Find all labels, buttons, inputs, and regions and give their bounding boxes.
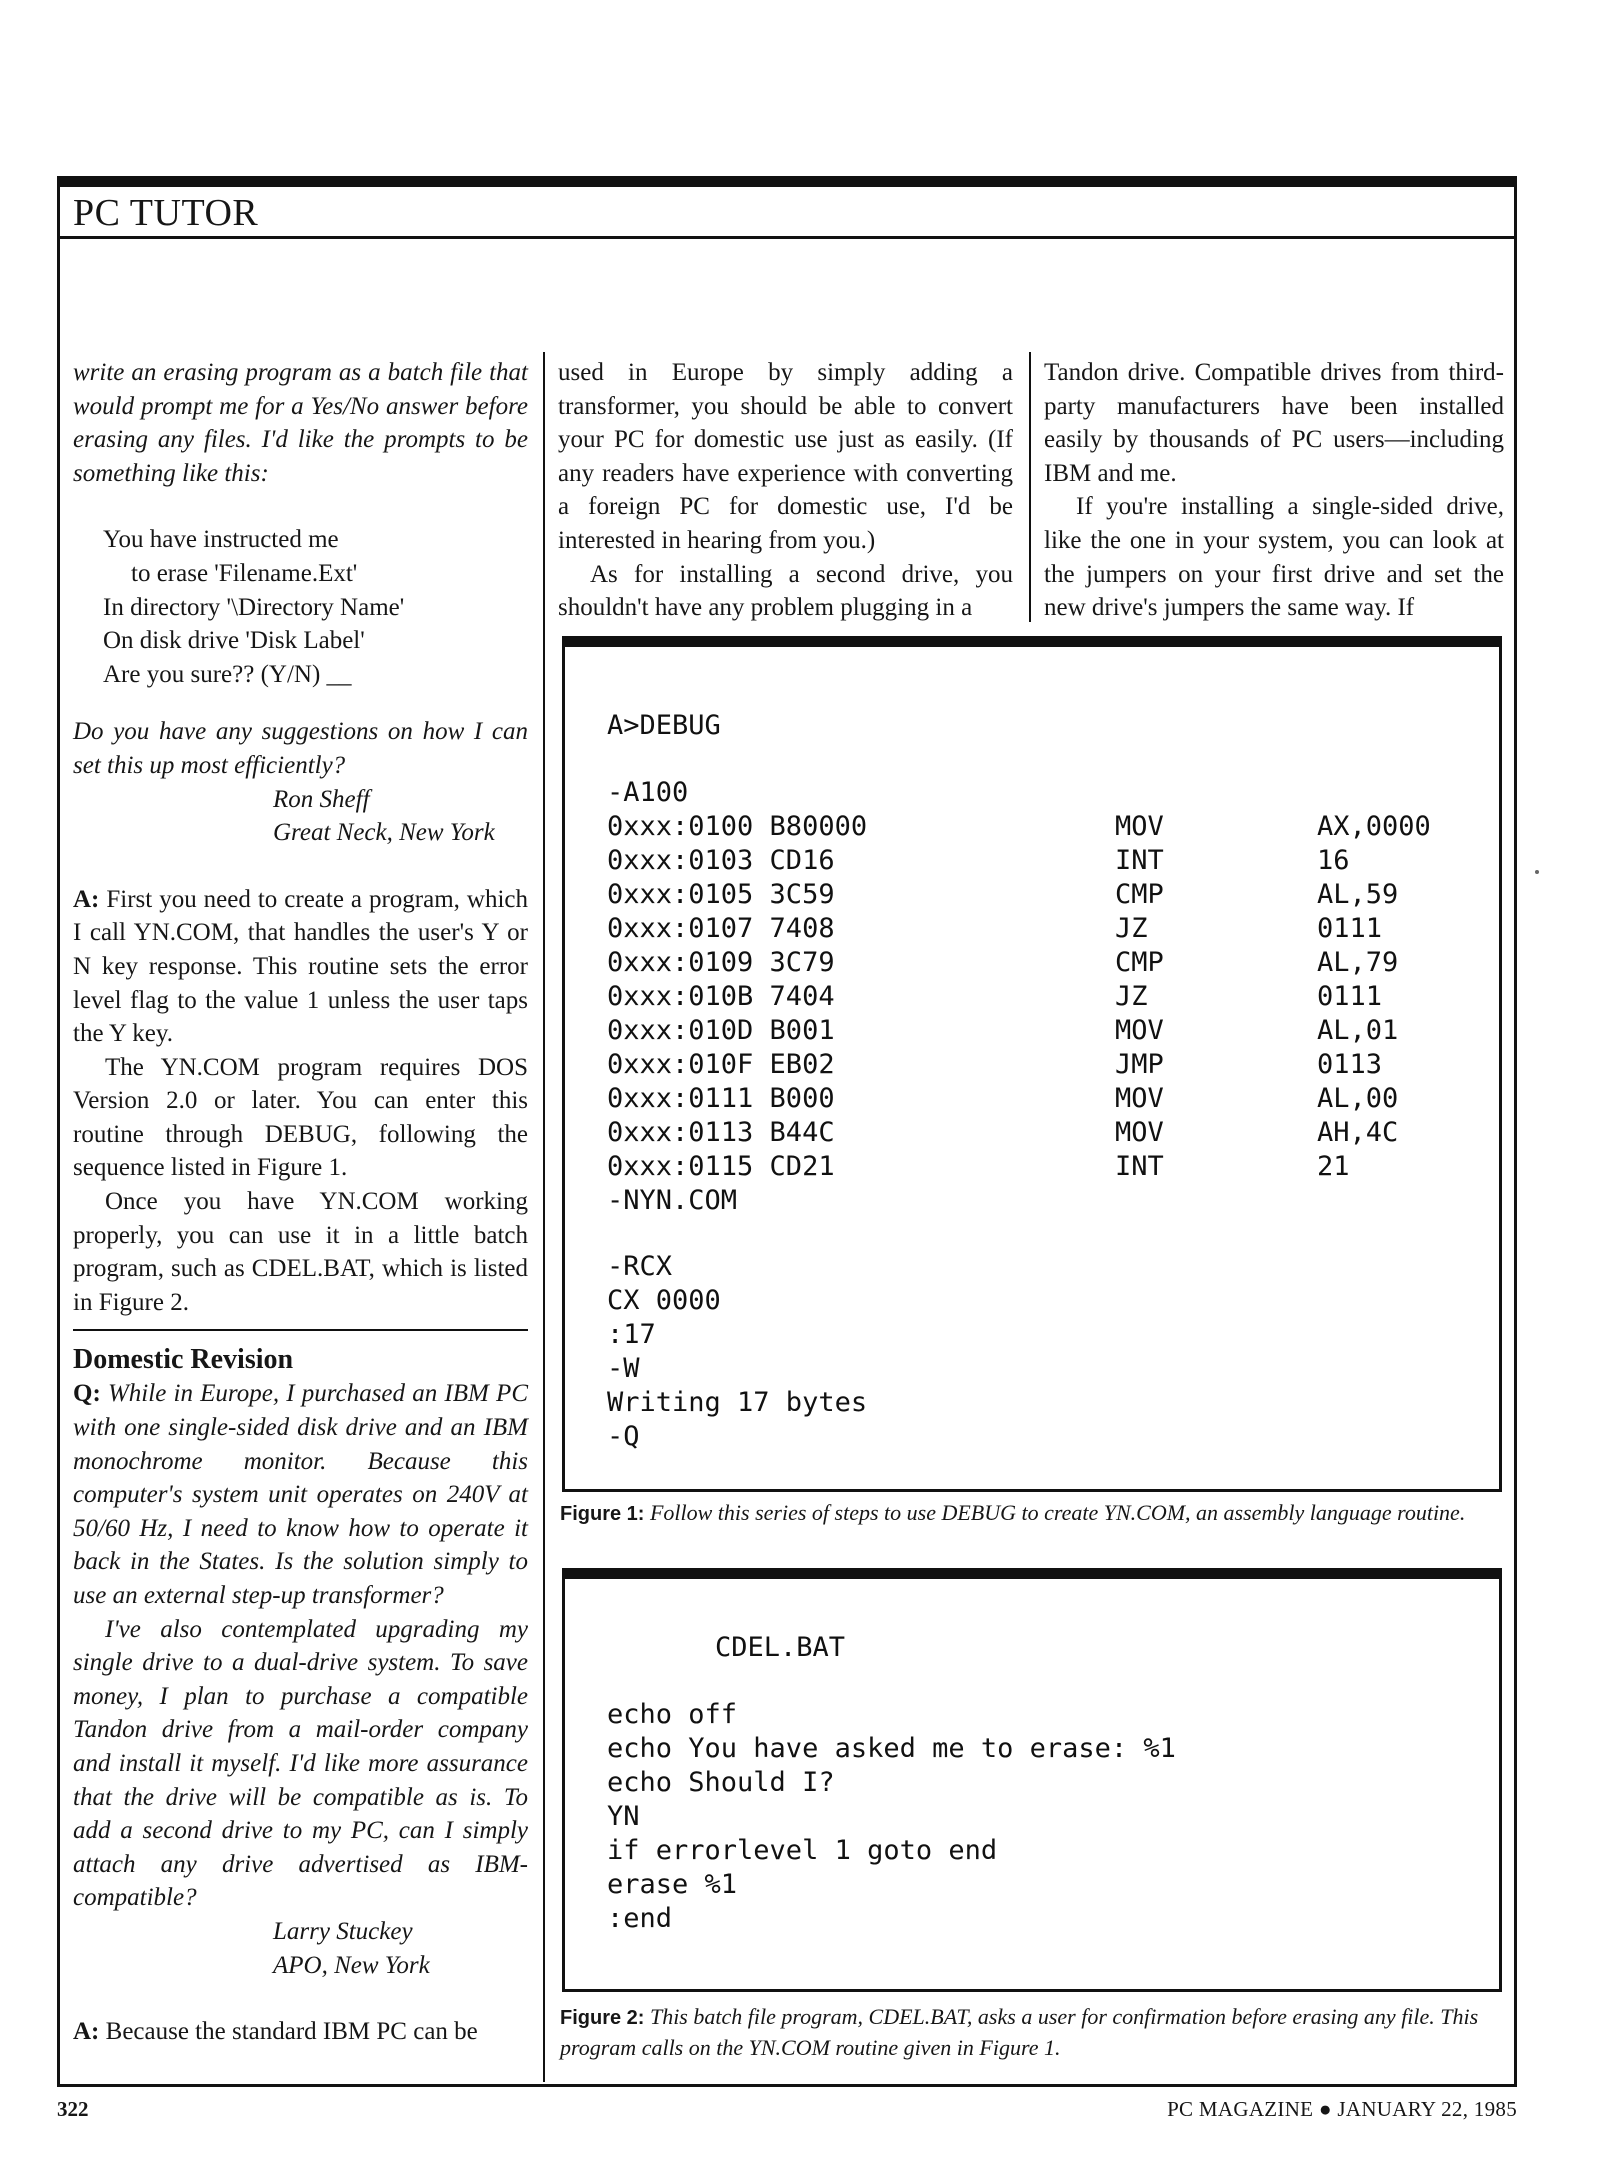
code-line: :end: [607, 1903, 673, 1934]
asm-address: 0xxx:0113 B44C: [607, 1117, 835, 1148]
answer-1-p1: [73, 883, 528, 1051]
code-line: echo You have asked me to erase: %1: [607, 1733, 1176, 1764]
bottom-rule: [57, 2084, 1517, 2087]
asm-address: 0xxx:0103 CD16: [607, 845, 835, 876]
prompt-line: to erase 'Filename.Ext': [131, 559, 358, 587]
prompt-line: Are you sure?? (Y/N) __: [103, 660, 352, 688]
asm-address: 0xxx:0111 B000: [607, 1083, 835, 1114]
asm-address: 0xxx:0100 B80000: [607, 811, 868, 842]
asm-opcode: MOV: [1115, 811, 1164, 842]
asm-opcode: INT: [1115, 1151, 1164, 1182]
asm-address: 0xxx:010F EB02: [607, 1049, 835, 1080]
asm-address: 0xxx:010D B001: [607, 1015, 835, 1046]
question-2-p2: I've also contemplated upgrading my single drive to a dual-drive system. To save money, I plan to purchase a compatible Tandon drive from a mail-order company and install it myself. I'd like more assurance that the drive will be compatible as is. To add a second drive to my PC, can I simply attach any drive advertised as IBM-compatible?: [73, 1615, 528, 1912]
prompt-line: You have instructed me: [103, 526, 339, 554]
question-2-text: While in Europe, I purchased an IBM PC with one single-sided disk drive and an IBM monochrome monitor. Because this computer's system unit operates on 240V at 50/60 Hz, I need to know how to operate it back in the States. Is the solution simply to use an external step-up transformer?: [73, 1380, 528, 1609]
code-line: echo off: [607, 1699, 738, 1730]
signature-1: [73, 783, 528, 850]
asm-operand: AL,79: [1317, 947, 1399, 978]
code-line: -Q: [607, 1421, 640, 1452]
figure-2-box: [562, 1568, 1502, 1992]
column-2-text: used in Europe by simply adding a transformer, you should be able to convert your PC for domestic use just as easily. (If any readers have experience with converting a foreign PC for domestic use, I'd be interested in hearing from you.): [558, 359, 1013, 554]
caption-text: This batch file program, CDEL.BAT, asks a user for confirmation before erasing any file. This program calls on the YN.COM routine given in Figure 1.: [560, 2004, 1479, 2060]
figure-1-box: [562, 636, 1502, 1492]
code-line: -RCX: [607, 1251, 673, 1282]
code-line: -W: [607, 1353, 640, 1384]
asm-address: 0xxx:0115 CD21: [607, 1151, 835, 1182]
publication-line: PC MAGAZINE ● JANUARY 22, 1985: [1167, 2097, 1517, 2121]
asm-opcode: INT: [1115, 845, 1164, 876]
answer-1-text: First you need to create a program, which I call YN.COM, that handles the user's Y or N key response. This routine sets the error level flag to the value 1 unless the user taps the Y key.: [73, 885, 529, 1048]
answer-1-p2: The YN.COM program requires DOS Version 2.0 or later. You can enter this routine through DEBUG, following the sequence listed in Figure 1.: [73, 1053, 528, 1182]
prompt-line: On disk drive 'Disk Label': [103, 627, 365, 655]
asm-operand: 16: [1317, 845, 1350, 876]
figure-2-caption: [560, 2002, 1505, 2063]
question-2-p1: [73, 1377, 528, 1612]
signature-place: Great Neck, New York: [273, 819, 495, 847]
asm-address: 0xxx:010B 7404: [607, 981, 835, 1012]
figure-label: Figure 1:: [560, 1503, 645, 1525]
asm-operand: AX,0000: [1317, 811, 1431, 842]
code-line: YN: [607, 1801, 640, 1832]
signature-name: Larry Stuckey: [273, 1917, 413, 1945]
asm-opcode: CMP: [1115, 947, 1164, 978]
code-line: if errorlevel 1 goto end: [607, 1835, 998, 1866]
asm-operand: AH,4C: [1317, 1117, 1399, 1148]
code-line: echo Should I?: [607, 1767, 835, 1798]
column-rule: [543, 352, 545, 2082]
page-number: 322: [57, 2097, 89, 2121]
prompt-example: [103, 523, 528, 691]
asm-opcode: JMP: [1115, 1049, 1164, 1080]
asm-address: 0xxx:0109 3C79: [607, 947, 835, 978]
figure-label: Figure 2:: [560, 2007, 645, 2029]
column-rule: [1029, 352, 1031, 622]
code-line: -NYN.COM: [607, 1185, 738, 1216]
asm-opcode: JZ: [1115, 913, 1148, 944]
asm-address: 0xxx:0107 7408: [607, 913, 835, 944]
subhead-domestic-revision: Domestic Revision: [73, 1344, 294, 1376]
question-1-body: Do you have any suggestions on how I can set this up most efficiently?: [73, 718, 528, 779]
answer-2-p1: [73, 2015, 528, 2049]
question-1-intro: write an erasing program as a batch file that would prompt me for a Yes/No answer before erasing any files. I'd like the prompts to be something like this:: [73, 359, 528, 487]
code-line: -A100: [607, 777, 689, 808]
asm-operand: AL,01: [1317, 1015, 1399, 1046]
section-title: PC TUTOR: [73, 192, 259, 234]
signature-name: Ron Sheff: [273, 785, 370, 813]
asm-operand: 0113: [1317, 1049, 1383, 1080]
answer-2-text: Because the standard IBM PC can be: [105, 2018, 478, 2046]
asm-operand: 0111: [1317, 981, 1383, 1012]
asm-address: 0xxx:0105 3C59: [607, 879, 835, 910]
code-line: Writing 17 bytes: [607, 1387, 868, 1418]
column-3-text-2: If you're installing a single-sided drive, like the one in your system, you can look at the jumpers on your first drive and set the new drive's jumpers the same way. If: [1044, 493, 1504, 622]
caption-text: Follow this series of steps to use DEBUG to create YN.COM, an assembly language routine.: [649, 1500, 1466, 1525]
answer-label: A:: [73, 2018, 100, 2046]
code-line: :17: [607, 1319, 656, 1350]
asm-opcode: MOV: [1115, 1015, 1164, 1046]
column-2-text-2: As for installing a second drive, you shouldn't have any problem plugging in a: [558, 560, 1013, 622]
column-1: [73, 356, 528, 2049]
column-3-text: Tandon drive. Compatible drives from third-party manufacturers have been installed easily by thousands of PC users—including IBM and me.: [1044, 359, 1504, 487]
asm-opcode: MOV: [1115, 1117, 1164, 1148]
code-line: A>DEBUG: [607, 710, 721, 741]
top-rule: [57, 176, 1517, 187]
figure-1-caption: [560, 1498, 1505, 1529]
asm-operand: AL,00: [1317, 1083, 1399, 1114]
asm-operand: 0111: [1317, 913, 1383, 944]
column-2: [558, 356, 1013, 625]
asm-operand: 21: [1317, 1151, 1350, 1182]
section-divider: [73, 1329, 528, 1331]
signature-2: [73, 1915, 528, 1982]
print-speck: [1535, 870, 1539, 874]
code-title: CDEL.BAT: [715, 1632, 846, 1663]
column-3: [1044, 356, 1504, 625]
answer-1-p3: Once you have YN.COM working properly, you can use it in a little batch program, such as CDEL.BAT, which is listed in Figure 2.: [73, 1188, 528, 1316]
answer-label: A:: [73, 885, 100, 913]
question-label: Q:: [73, 1380, 101, 1408]
asm-opcode: JZ: [1115, 981, 1148, 1012]
signature-place: APO, New York: [273, 1951, 430, 1979]
asm-opcode: MOV: [1115, 1083, 1164, 1114]
prompt-line: In directory '\Directory Name': [103, 593, 405, 621]
code-line: erase %1: [607, 1869, 738, 1900]
code-line: CX 0000: [607, 1285, 721, 1316]
asm-operand: AL,59: [1317, 879, 1399, 910]
asm-opcode: CMP: [1115, 879, 1164, 910]
header-box: [60, 187, 1514, 239]
